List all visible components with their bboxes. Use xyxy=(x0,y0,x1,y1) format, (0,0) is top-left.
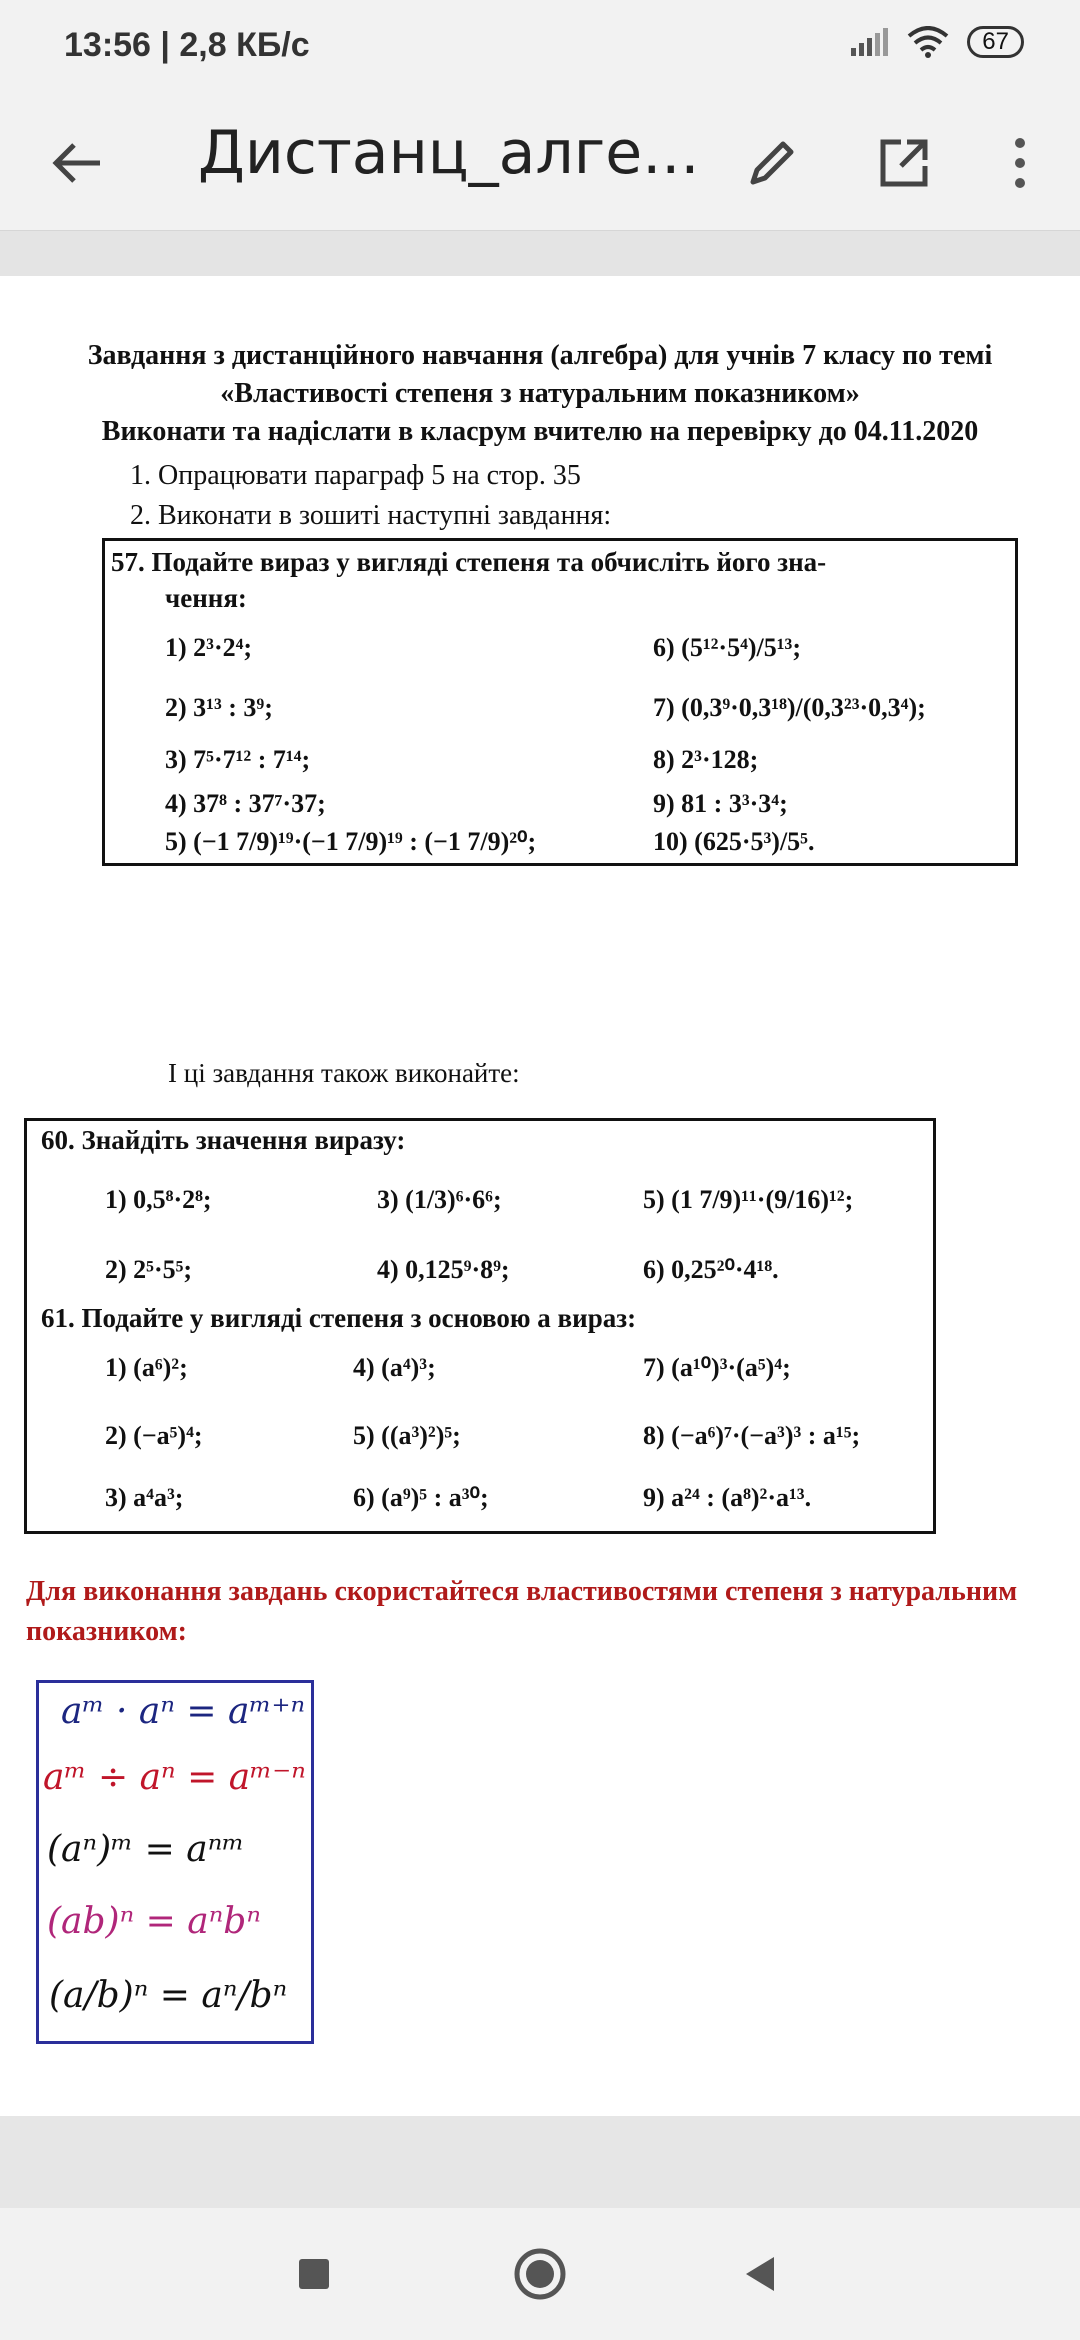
page-separator xyxy=(0,230,1080,277)
task-60-title: 60. Знайдіть значення виразу: xyxy=(41,1125,406,1155)
back-nav-button[interactable] xyxy=(728,2242,792,2306)
task-57-item: 4) 37⁸ : 37⁷·37; xyxy=(165,789,326,818)
task-61-item: 5) ((a³)²)⁵; xyxy=(353,1421,461,1450)
open-in-new-icon xyxy=(877,136,931,190)
arrow-back-icon xyxy=(50,141,102,185)
more-vert-icon xyxy=(1010,135,1030,191)
task-57-item: 1) 2³·2⁴; xyxy=(165,633,253,662)
task-57-title-cont: чення: xyxy=(165,583,247,613)
recents-button[interactable] xyxy=(282,2242,346,2306)
pencil-icon xyxy=(745,136,799,190)
task-61-item: 9) a²⁴ : (a⁸)²·a¹³. xyxy=(643,1483,812,1512)
status-icons xyxy=(849,26,1024,58)
task-57-item: 9) 81 : 3³·3⁴; xyxy=(653,789,788,818)
also-do-text: І ці завдання також виконайте: xyxy=(168,1058,520,1088)
formula-product: aᵐ · aⁿ = aᵐ⁺ⁿ xyxy=(61,1691,306,1732)
battery-indicator: 67 xyxy=(967,26,1024,58)
task-60-item: 1) 0,5⁸·2⁸; xyxy=(105,1185,212,1214)
task-61-item: 1) (a⁶)²; xyxy=(105,1353,188,1382)
task-60-item: 6) 0,25²⁰·4¹⁸. xyxy=(643,1255,779,1284)
task-57-item: 2) 3¹³ : 3⁹; xyxy=(165,693,273,722)
square-icon xyxy=(297,2257,331,2291)
task-60-item: 4) 0,125⁹·8⁹; xyxy=(377,1255,510,1284)
list-item: 2. Виконати в зошиті наступні завдання: xyxy=(130,500,612,531)
formula-power-of-product: (ab)ⁿ = aⁿbⁿ xyxy=(47,1901,261,1942)
task-57-item: 7) (0,3⁹·0,3¹⁸)/(0,3²³·0,3⁴); xyxy=(653,693,926,722)
formula-quotient: aᵐ ÷ aⁿ = aᵐ⁻ⁿ xyxy=(43,1757,306,1798)
task-57-item: 5) (−1 7/9)¹⁹·(−1 7/9)¹⁹ : (−1 7/9)²⁰; xyxy=(165,827,537,856)
list-item: 1. Опрацювати параграф 5 на стор. 35 xyxy=(130,460,581,491)
open-external-button[interactable] xyxy=(872,131,936,195)
document-page xyxy=(0,276,1080,2116)
task-57-item: 10) (625·5³)/5⁵. xyxy=(653,827,815,856)
formula-power-of-fraction: (a/b)ⁿ = aⁿ/bⁿ xyxy=(49,1975,288,2016)
task-61-item: 6) (a⁹)⁵ : a³⁰; xyxy=(353,1483,489,1512)
edit-button[interactable] xyxy=(740,131,804,195)
document-title: Дистанц_алге... xyxy=(198,118,700,188)
wifi-icon xyxy=(907,26,949,58)
task-60-item: 5) (1 7/9)¹¹·(9/16)¹²; xyxy=(643,1185,854,1214)
task-57-box xyxy=(102,538,1018,866)
task-61-item: 8) (−a⁶)⁷·(−a³)³ : a¹⁵; xyxy=(643,1421,861,1450)
task-57-item: 8) 2³·128; xyxy=(653,745,759,774)
formula-power-of-power: (aⁿ)ᵐ = aⁿᵐ xyxy=(47,1829,245,1870)
system-nav-bar xyxy=(0,2208,1080,2340)
task-61-title: 61. Подайте у вигляді степеня з основою a вираз: xyxy=(41,1303,637,1333)
task-60-item: 3) (1/3)⁶·6⁶; xyxy=(377,1185,502,1214)
signal-icon xyxy=(849,28,889,56)
doc-header-line2: «Властивості степеня з натуральним показником» xyxy=(220,378,860,409)
page-bottom-separator xyxy=(0,2116,1080,2208)
formulas-box xyxy=(36,1680,314,2044)
more-options-button[interactable] xyxy=(988,131,1052,195)
task-61-item: 7) (a¹⁰)³·(a⁵)⁴; xyxy=(643,1353,791,1382)
task-60-61-box xyxy=(24,1118,936,1534)
circle-home-icon xyxy=(513,2247,567,2301)
status-bar xyxy=(0,0,1080,96)
task-61-item: 4) (a⁴)³; xyxy=(353,1353,436,1382)
status-time: 13:56 | 2,8 КБ/с xyxy=(64,26,310,64)
task-57-item: 3) 7⁵·7¹² : 7¹⁴; xyxy=(165,745,311,774)
home-button[interactable] xyxy=(508,2242,572,2306)
task-57-item: 6) (5¹²·5⁴)/5¹³; xyxy=(653,633,802,662)
task-61-item: 3) a⁴a³; xyxy=(105,1483,184,1512)
app-bar xyxy=(0,96,1080,230)
task-61-item: 2) (−a⁵)⁴; xyxy=(105,1421,203,1450)
properties-note: Для виконання завдань скористайтеся властивостями степеня з натуральним показником: xyxy=(26,1576,1018,1647)
task-57-title: 57. Подайте вираз у вигляді степеня та обчисліть його зна- xyxy=(111,547,827,577)
task-60-item: 2) 2⁵·5⁵; xyxy=(105,1255,193,1284)
triangle-back-icon xyxy=(740,2254,780,2294)
back-button[interactable] xyxy=(44,131,108,195)
doc-header-line3: Виконати та надіслати в класрум вчителю на перевірку до 04.11.2020 xyxy=(101,416,979,447)
doc-header-line1: Завдання з дистанційного навчання (алгебра) для учнів 7 класу по темі xyxy=(87,340,993,371)
